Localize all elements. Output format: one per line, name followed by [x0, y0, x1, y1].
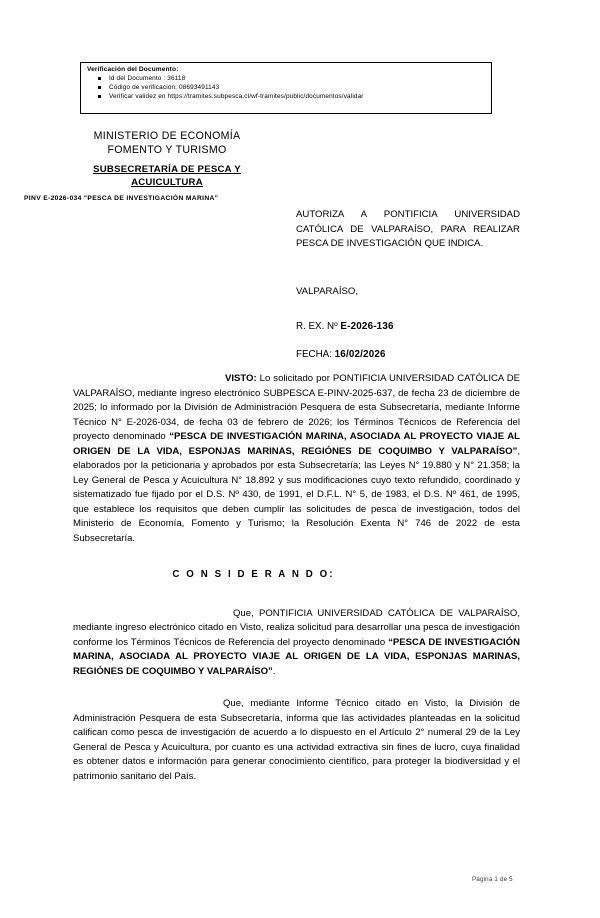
letterhead: [42, 130, 292, 189]
considerando-1-opening: Que, PONTIFICIA UNIVERSIDAD: [233, 607, 388, 619]
visto-text-part-1: Lo solicitado por PONTIFICIA UNIVERSIDAD CATÓLICA DE VALPARAÍSO, mediante ingreso electrónico SUBPESCA E-PINV-2025-637, de fecha 23 de diciembre de 2025; lo informado por la División de Administración Pesquera de esta Subsecretaría, mediante Informe Técnico N° E-2026-034, de fecha 03 de febrero de 2026; los Términos Técnicos de Referencia del proyecto denominado: [73, 373, 520, 443]
considerando-1-text-part-2: .: [272, 665, 276, 677]
visto-heading: VISTO:: [225, 373, 257, 384]
subsecretaria-line-1: SUBSECRETARÍA DE PESCA Y: [93, 164, 241, 175]
page-number-footer: Página 1 de 5: [472, 876, 513, 883]
verification-item-label: Id del Documento : 36118: [109, 75, 186, 83]
resolution-number-label: R. EX. Nº: [296, 321, 341, 332]
ministry-line-1: MINISTERIO DE ECONOMÍA: [93, 130, 241, 142]
verification-item-list: [87, 76, 491, 100]
considerando-heading: C O N S I D E R A N D O:: [172, 568, 335, 580]
place-line: VALPARAÍSO,: [296, 286, 359, 297]
document-body: [73, 372, 520, 785]
ministry-line-2: FOMENTO Y TURISMO: [107, 143, 227, 156]
considerando-1-text-part-1: CATÓLICA DE VALPARAÍSO, mediante ingreso electrónico citado en Visto, realiza solicitud para desarrollar una pesca de investigación conforme los Términos Técnicos de Referencia del proyecto denominado: [73, 607, 520, 648]
bullet-icon: [98, 95, 101, 98]
verification-box-title: Verificación del Documento:: [87, 66, 179, 73]
visto-project-title: “PESCA DE INVESTIGACIÓN MARINA, ASOCIADA AL PROYECTO VIAJE AL ORIGEN DE LA VIDA, ESPONJAS MARINAS, REGIÓNES DE COQUIMBO Y VALPARAÍSO”: [73, 431, 520, 457]
resolution-date-label: FECHA:: [296, 349, 335, 360]
considerando-2-text: en Visto, la División de Administración Pesquera de esta Subsecretaría, informa que las actividades planteadas en la solicitud califican como pesca de investigación de acuerdo a lo dispuesto en el Artículo 2° numeral 29 de la Ley General de Pesca y Acuicultura, por cuanto es una actividad extractiva sin fines de lucro, cuya finalidad es obtener datos e información para generar conocimiento científico, para proteger la biodiversidad y el patrimonio sanitario del País.: [73, 698, 520, 783]
verification-item-document-id: [109, 76, 491, 82]
document-reference-line: PINV E-2026-034 "PESCA DE INVESTIGACIÓN MARINA": [24, 195, 219, 202]
resolution-date-line: [296, 349, 386, 360]
considerando-2-opening: Que, mediante Informe Técnico citado: [223, 698, 408, 710]
verification-item-url: [109, 94, 491, 100]
resolution-number-value: E-2026-136: [340, 321, 394, 332]
resolution-number-line: [296, 321, 394, 332]
verification-item-code: [109, 85, 491, 91]
verification-item-label: Código de verificación: 08693491143: [109, 84, 220, 92]
considerando-1-project-title: “PESCA DE INVESTIGACIÓN MARINA, ASOCIADA AL PROYECTO VIAJE AL ORIGEN DE LA VIDA, ESPONJAS MARINAS, REGIÓNES DE COQUIMBO Y VALPARAÍSO”: [73, 636, 520, 677]
visto-text-part-2: , elaborados por la peticionaria y aprobados por esta Subsecretaría; las Leyes N° 19.880 y N° 21.358; la Ley General de Pesca y Acuicultura N° 18.892 y sus modificaciones cuyo texto refundido, coordinado y sistematizado fue fijado por el D.S. Nº 430, de 1991, el D.F.L. N° 5, de 1983, el D.S. Nº 461, de 1995, que establece los requisitos que deben cumplir las solicitudes de pesca de investigación, todos del Ministerio de Economía, Fomento y Turismo; la Resolución Exenta N° 746 de 2022 de esta Subsecretaría.: [73, 445, 520, 545]
resolution-date-value: 16/02/2026: [334, 349, 386, 360]
bullet-icon: [98, 86, 101, 89]
bullet-icon: [98, 77, 101, 80]
document-verification-box: [80, 62, 492, 114]
paragraph-considerando-1: [73, 607, 520, 680]
subsecretaria-line-2: ACUICULTURA: [131, 176, 203, 188]
stamp-box-notch: [444, 58, 492, 63]
verification-item-label: Verificar validez en https://tramites.subpesca.cl/wf-tramites/public/documentos/validar: [109, 93, 364, 101]
paragraph-considerando-2: [73, 697, 520, 784]
subsecretaria-heading: [42, 164, 292, 189]
resolution-subject: AUTORIZA A PONTIFICIA UNIVERSIDAD CATÓLICA DE VALPARAÍSO, PARA REALIZAR PESCA DE INVESTIGACIÓN QUE INDICA.: [296, 209, 520, 250]
paragraph-visto: [73, 372, 520, 547]
